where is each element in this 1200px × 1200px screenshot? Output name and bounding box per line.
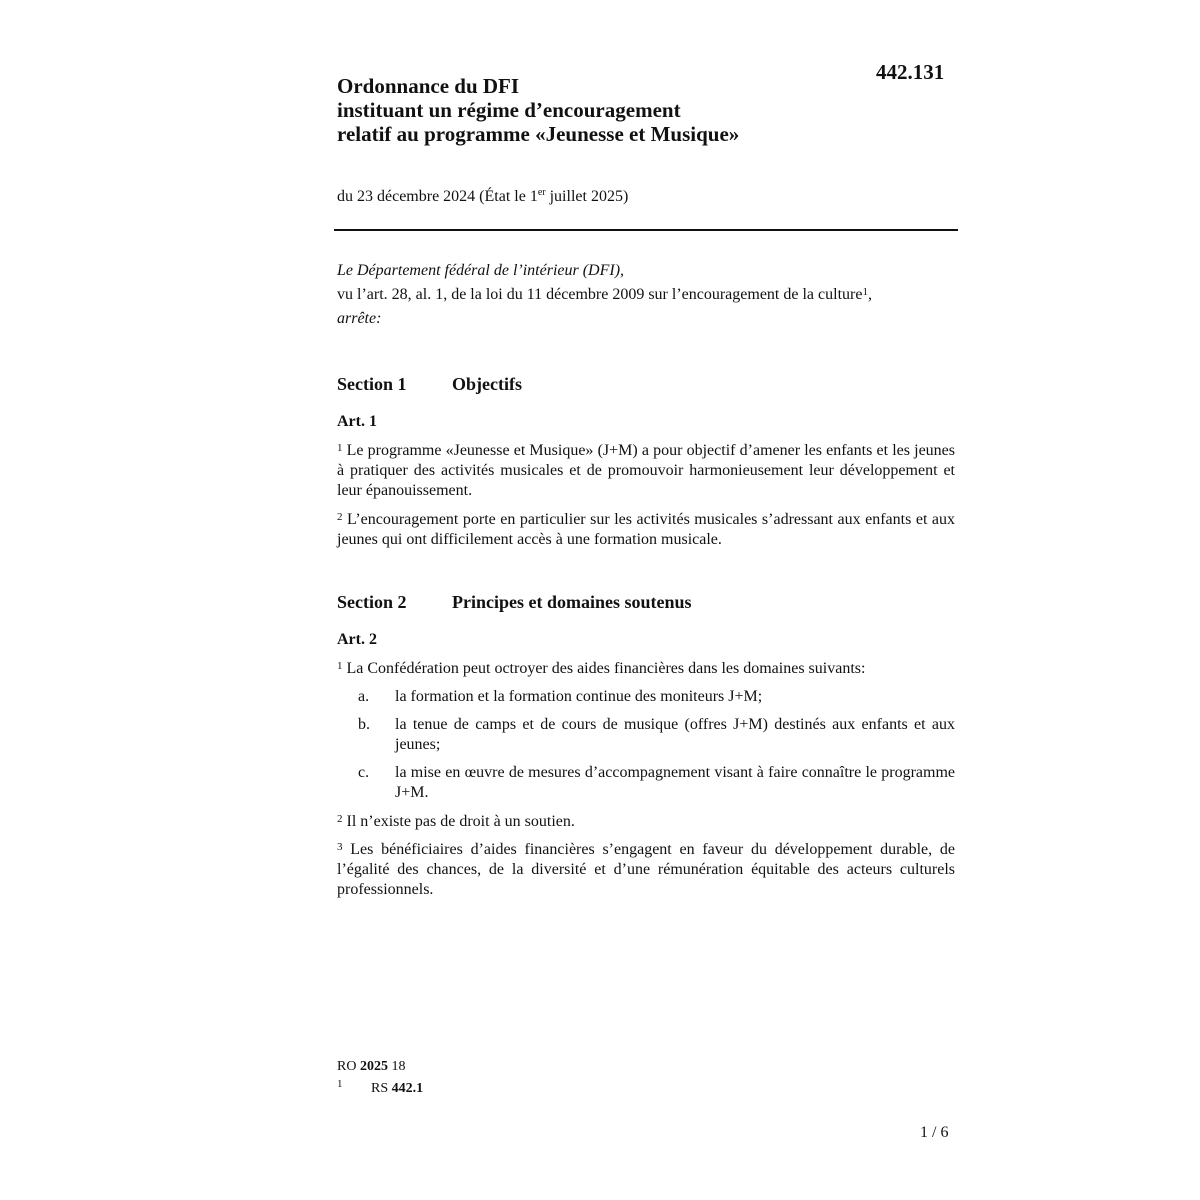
paragraph-number: 1 xyxy=(337,660,343,672)
list-item-text: la tenue de camps et de cours de musique (offres J+M) destinés aux enfants et aux jeunes; xyxy=(395,716,955,753)
list-item-label: b. xyxy=(358,716,370,733)
section-label: Section 2 xyxy=(337,592,407,612)
preamble-basis-text: vu l’art. 28, al. 1, de la loi du 11 décembre 2009 sur l’encouragement de la culture xyxy=(337,286,863,303)
date-superscript: er xyxy=(537,187,546,198)
paragraph-number: 2 xyxy=(337,511,343,523)
ro-year: 2025 xyxy=(359,1059,388,1074)
sr-number: 442.131 xyxy=(876,60,945,84)
footnote-ref[interactable]: 442.1 xyxy=(391,1081,424,1096)
footnote-text xyxy=(371,1081,423,1097)
footnote-1 xyxy=(337,1078,537,1099)
preamble-basis xyxy=(337,283,957,307)
title-line-2: instituant un régime d’encouragement xyxy=(337,98,681,122)
date-line xyxy=(337,188,628,206)
list-item-label: a. xyxy=(358,688,370,705)
section-2-heading xyxy=(337,592,692,613)
date-prefix: du 23 décembre 2024 (État le 1 xyxy=(337,188,538,205)
page-number: 1 / 6 xyxy=(920,1124,949,1141)
preamble-basis-end: , xyxy=(867,286,872,303)
footnote-number: 1 xyxy=(337,1078,343,1090)
section-1-heading xyxy=(337,374,522,395)
ro-prefix: RO xyxy=(337,1059,357,1074)
article-2-paragraph-1 xyxy=(337,659,955,679)
paragraph-text: L’encouragement porte en particulier sur les activités musicales s’adressant aux enfants et aux jeunes qui ont difficilement accès à une formation musicale. xyxy=(337,511,955,548)
list-item-text: la mise en œuvre de mesures d’accompagnement visant à faire connaître le programme J+M. xyxy=(395,764,955,801)
paragraph-text: Il n’existe pas de droit à un soutien. xyxy=(346,813,575,830)
preamble-decree: arrête: xyxy=(337,310,382,327)
paragraph-text: Le programme «Jeunesse et Musique» (J+M) a pour objectif d’amener les enfants et les jeunes à pratiquer des activités musicales et de promouvoir harmonieusement leur développement et leur épanouissement. xyxy=(337,442,955,499)
section-title: Principes et domaines soutenus xyxy=(452,592,692,612)
title-line-1: Ordonnance du DFI xyxy=(337,74,520,98)
article-2-paragraph-2 xyxy=(337,812,955,832)
list-item-label: c. xyxy=(358,764,370,781)
footnote-reference[interactable]: 1 xyxy=(862,286,868,298)
article-1-paragraph-2 xyxy=(337,510,955,550)
paragraph-number: 3 xyxy=(337,841,343,853)
paragraph-number: 1 xyxy=(337,442,343,454)
article-1-paragraph-1 xyxy=(337,441,955,501)
section-title: Objectifs xyxy=(452,374,522,394)
title-line-3: relatif au programme «Jeunesse et Musique» xyxy=(337,122,740,146)
article-1-heading: Art. 1 xyxy=(337,413,377,430)
paragraph-text: Les bénéficiaires d’aides financières s’engagent en faveur du développement durable, de l’égalité des chances, de la diversité et d’une rémunération équitable des acteurs culturels professionnels. xyxy=(337,841,956,898)
article-2-paragraph-3 xyxy=(337,840,955,900)
section-label: Section 1 xyxy=(337,374,407,394)
document-title xyxy=(337,74,857,146)
header-rule xyxy=(334,229,958,231)
list-item-text: la formation et la formation continue des moniteurs J+M; xyxy=(395,688,763,705)
ro-page: 18 xyxy=(391,1059,406,1074)
date-suffix: juillet 2025) xyxy=(545,188,629,205)
paragraph-number: 2 xyxy=(337,813,343,825)
official-compilation-reference xyxy=(337,1059,405,1075)
footnote-prefix: RS xyxy=(371,1081,389,1096)
article-2-heading: Art. 2 xyxy=(337,631,377,648)
preamble xyxy=(337,259,957,331)
preamble-authority: Le Département fédéral de l’intérieur (DFI), xyxy=(337,262,625,279)
paragraph-text: La Confédération peut octroyer des aides financières dans les domaines suivants: xyxy=(346,660,866,677)
